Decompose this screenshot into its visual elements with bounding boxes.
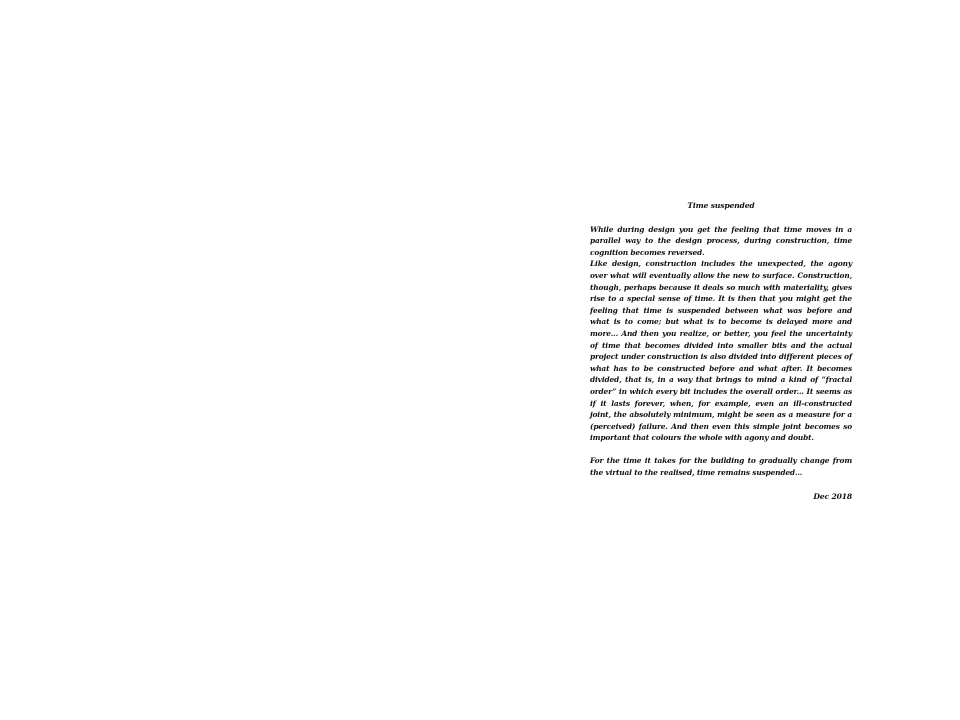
paragraph-conclusion: For the time it takes for the building to gradually change from the virtual to the realised, time remains suspended...	[590, 456, 852, 478]
paragraph-intro: While during design you get the feeling that time moves in a parallel way to the design process, during construction, time cognition becomes reversed.	[590, 224, 852, 257]
paragraph-construction: Like design, construction includes the unexpected, the agony over what will eventually allow the new to surface. Construction, though, perhaps because it deals so much with materiality, gives rise to a special sense of time. It is then that you might get the feeling that time is suspended between what was before and what is to come; but what is to become is delayed more and more... And then you realize, or better, you feel the uncertainty of time that becomes divided into smaller bits and the actual project under construction is also divided into different pieces of what has to be constructed before and what after. It becomes divided, that is, in a way that brings to mind a kind of “fractal order” in which every bit includes the overall order... It seems as if it lasts forever, when, for example, even an ill-constructed joint, the absolutely minimum, might be seen as a measure for a (perceived) failure. And then even this simple joint becomes so important that colours the whole with agony and doubt.	[590, 259, 852, 443]
document-title: Time suspended	[687, 201, 755, 210]
text-column	[590, 200, 852, 502]
document-date: Dec 2018	[813, 491, 852, 501]
